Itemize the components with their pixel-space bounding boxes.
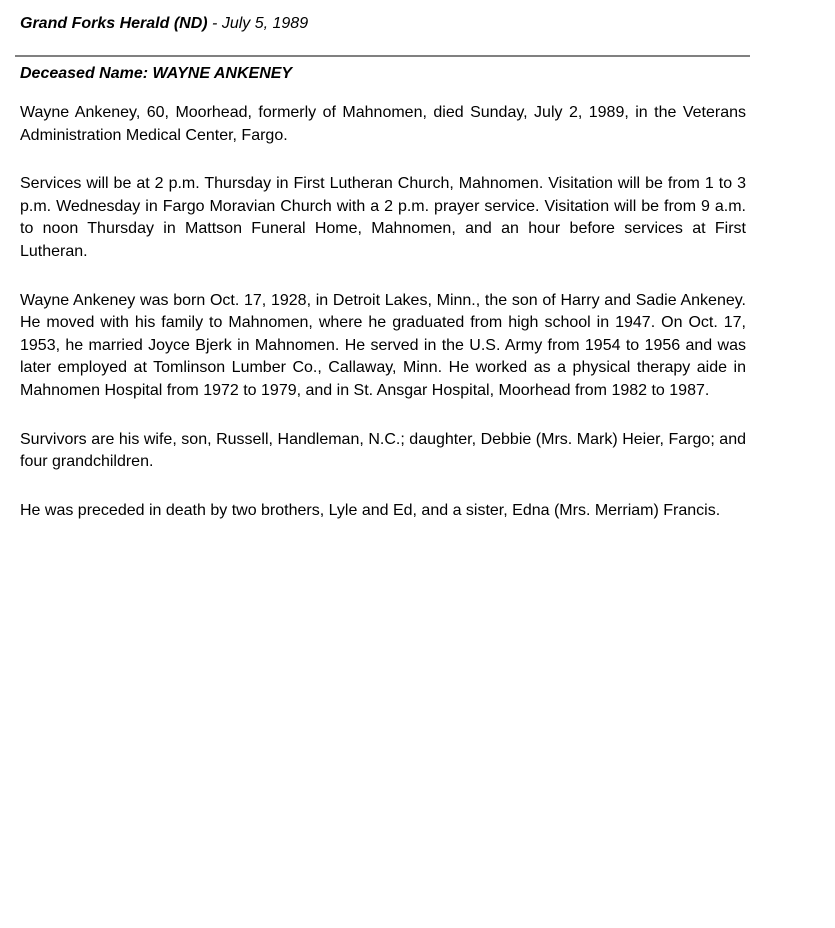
paragraph-death-notice: Wayne Ankeney, 60, Moorhead, formerly of Mahnomen, died Sunday, July 2, 1989, in the Veterans Administration Medical Center, Fargo. (20, 104, 746, 144)
header-divider (15, 55, 750, 57)
publication-date: - July 5, 1989 (207, 15, 309, 32)
obituary-page (20, 0, 750, 35)
paragraph-survivors: Survivors are his wife, son, Russell, Handleman, N.C.; daughter, Debbie (Mrs. Mark) Heier, Fargo; and four grandchildren. (20, 430, 746, 471)
newspaper-name: Grand Forks Herald (ND) (20, 15, 208, 32)
deceased-name: Deceased Name: WAYNE ANKENEY (20, 65, 293, 82)
paragraph-services: Services will be at 2 p.m. Thursday in First Lutheran Church, Mahnomen. Visitation will be from 1 to 3 p.m. Wednesday in Fargo Moravian Church with a 2 p.m. prayer service. Visitation will be from 9 a.m. to noon Thursday in Mattson Funeral Home, Mahnomen, and an hour before services at First Lutheran. (20, 175, 746, 260)
paragraph-preceded: He was preceded in death by two brothers, Lyle and Ed, and a sister, Edna (Mrs. Merriam) Francis. (20, 501, 721, 519)
paragraph-biography: Wayne Ankeney was born Oct. 17, 1928, in Detroit Lakes, Minn., the son of Harry and Sadie Ankeney. He moved with his family to Mahnomen, where he graduated from high school in 1947. On Oct. 17, 1953, he married Joyce Bjerk in Mahnomen. He served in the U.S. Army from 1954 to 1956 and was later employed at Tomlinson Lumber Co., Callaway, Minn. He worked as a physical therapy aide in Mahnomen Hospital from 1972 to 1979, and in St. Ansgar Hospital, Moorhead from 1982 to 1987. (20, 291, 746, 399)
obituary-body (20, 102, 746, 548)
publication-header (20, 13, 750, 35)
